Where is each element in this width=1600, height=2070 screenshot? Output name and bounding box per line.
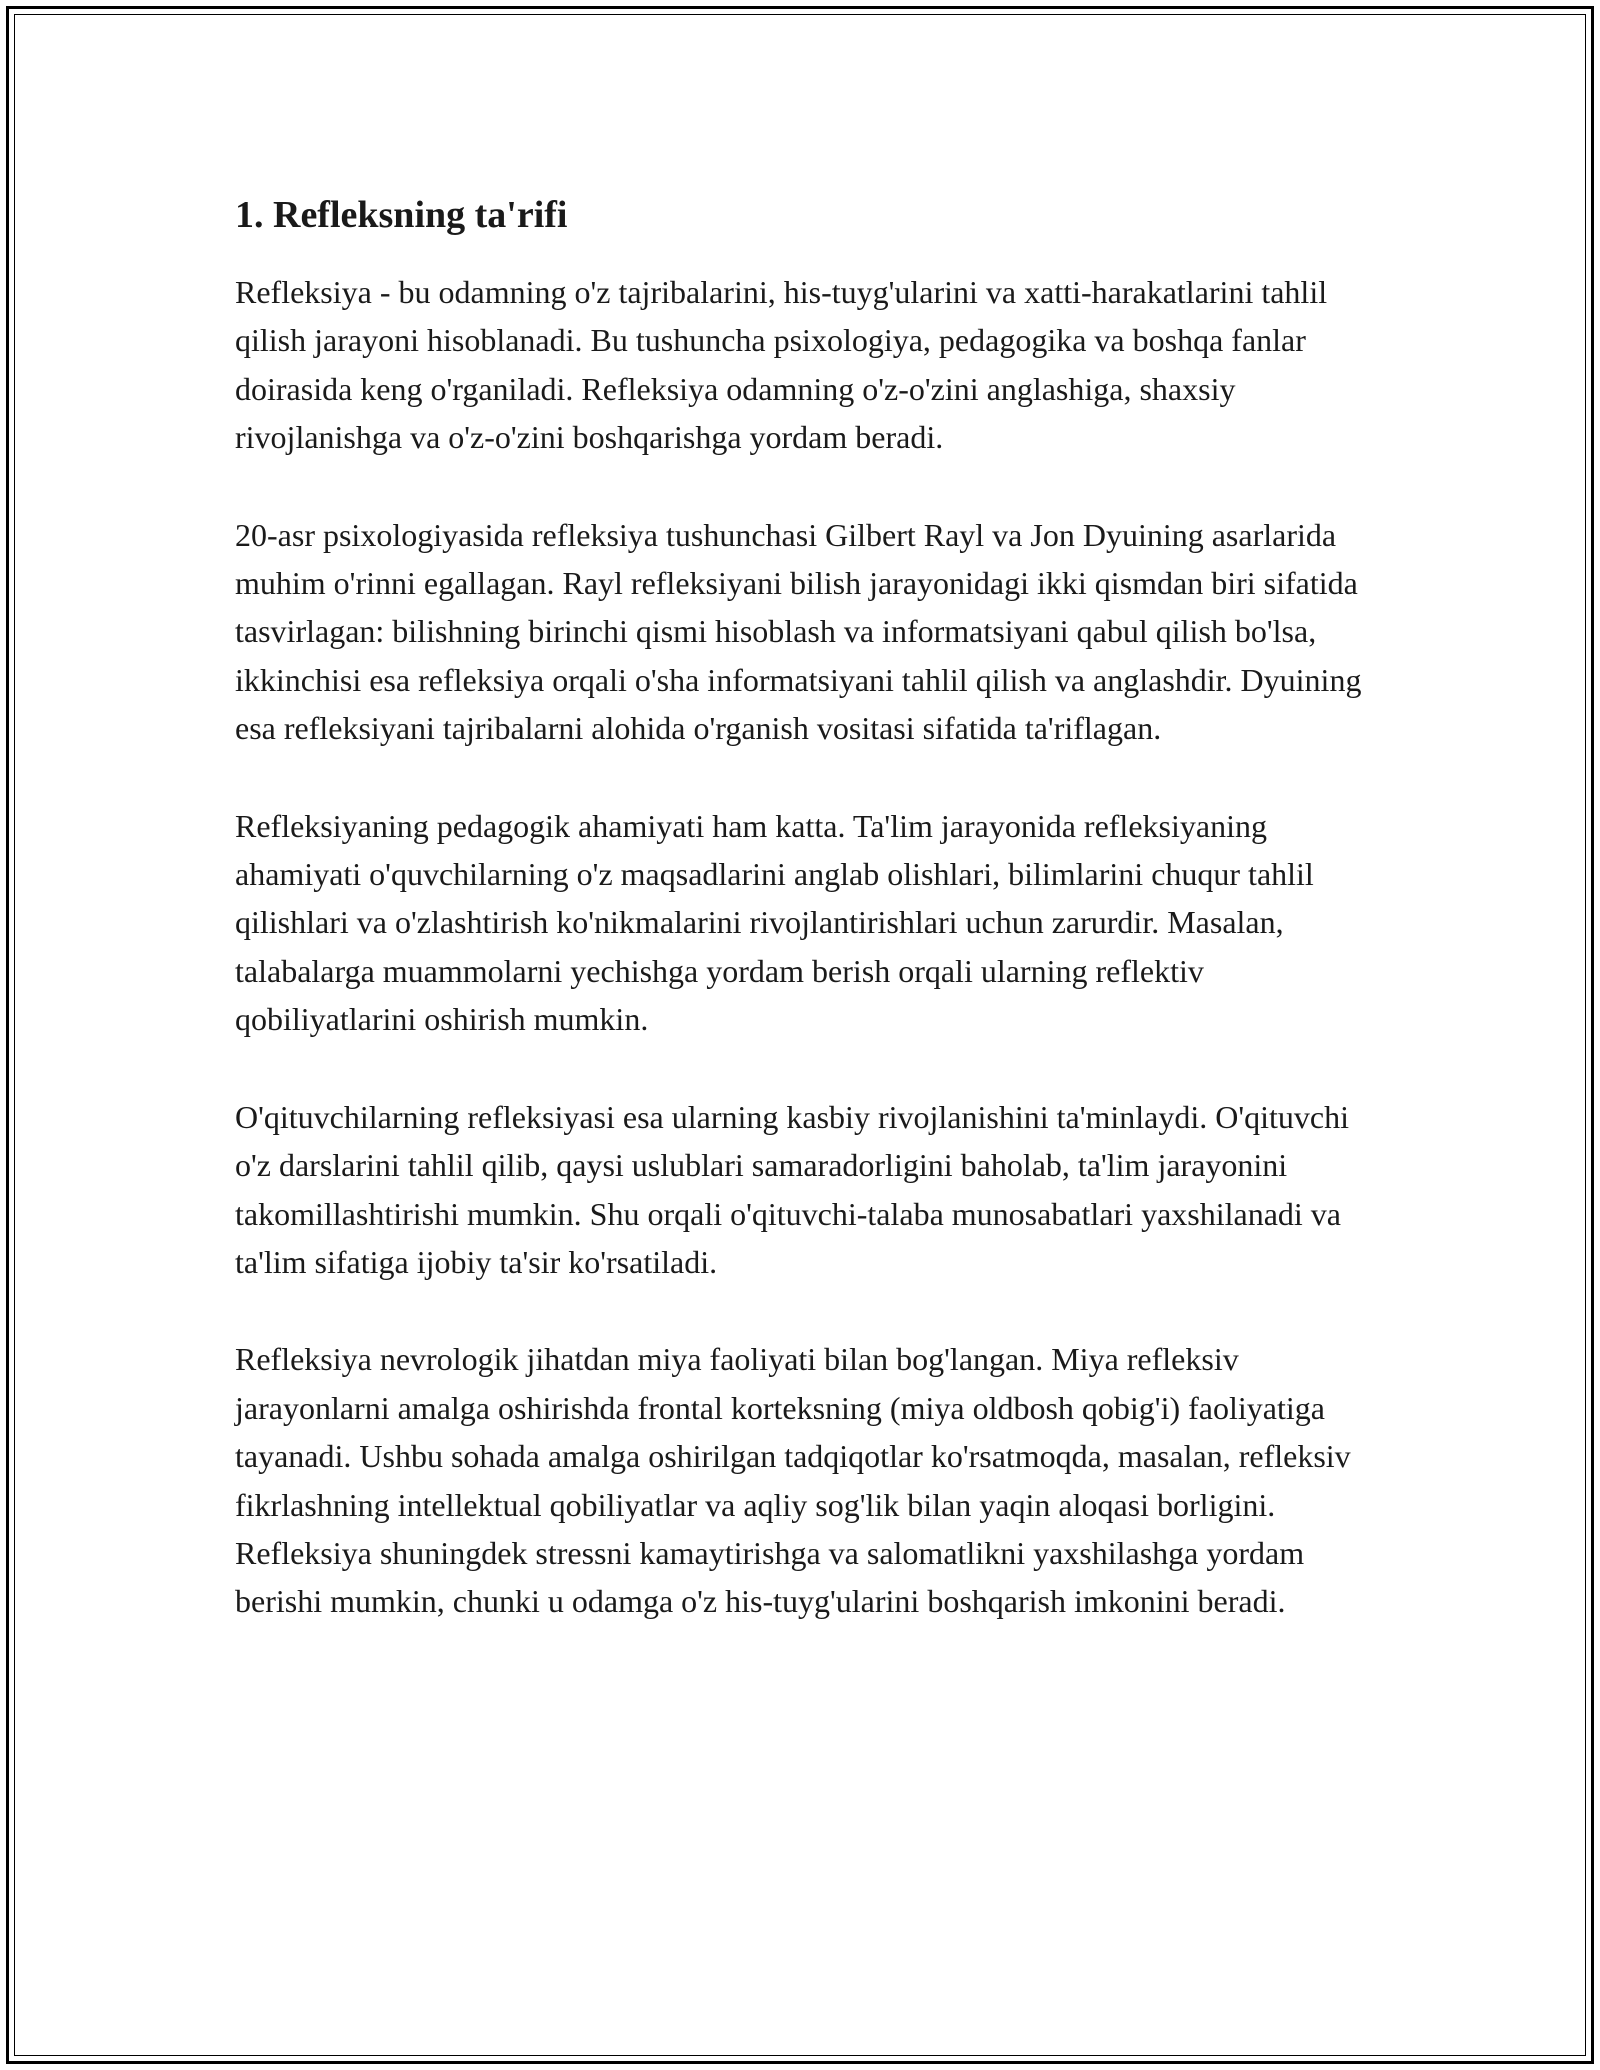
paragraph-neurology: Refleksiya nevrologik jihatdan miya faoliyati bilan bog'langan. Miya refleksiv jarayonlarni amalga oshirishda frontal korteksning (miya oldbosh qobig'i) faoliyatiga tayanadi. Ushbu sohada amalga oshirilgan tadqiqotlar ko'rsatmoqda, masalan, refleksiv fikrlashning intellektual qobiliyatlar va aqliy sog'lik bilan yaqin aloqasi borligini. Refleksiya shuningdek stressni kamaytirishga va salomatlikni yaxshilashga yordam berishi mumkin, chunki u odamga o'z his-tuyg'ularini boshqarish imkonini beradi. bbox=[235, 1341, 1351, 1620]
paragraph-history: 20-asr psixologiyasida refleksiya tushunchasi Gilbert Rayl va Jon Dyuining asarlarida muhim o'rinni egallagan. Rayl refleksiyani bilish jarayonidagi ikki qismdan biri sifatida tasvirlagan: bilishning birinchi qismi hisoblash va informatsiyani qabul qilish bo'lsa, ikkinchisi esa refleksiya orqali o'sha informatsiyani tahlil qilish va anglashdir. Dyuining esa refleksiyani tajribalarni alohida o'rganish vositasi sifatida ta'riflagan. bbox=[235, 516, 1362, 747]
paragraph-pedagogy: Refleksiyaning pedagogik ahamiyati ham katta. Ta'lim jarayonida refleksiyaning ahamiyati o'quvchilarning o'z maqsadlarini anglab olishlari, bilimlarini chuqur tahlil qilishlari va o'zlashtirish ko'nikmalarini rivojlantirishlari uchun zarurdir. Masalan, talabalarga muammolarni yechishga yordam berish orqali ularning reflektiv qobiliyatlarini oshirish mumkin. bbox=[235, 807, 1314, 1038]
paragraph-teachers: O'qituvchilarning refleksiyasi esa ularning kasbiy rivojlanishini ta'minlaydi. O'qituvchi o'z darslarini tahlil qilib, qaysi uslublari samaradorligini baholab, ta'lim jarayonini takomillashtirishi mumkin. Shu orqali o'qituvchi-talaba munosabatlari yaxshilanadi va ta'lim sifatiga ijobiy ta'sir ko'rsatiladi. bbox=[235, 1098, 1349, 1280]
document-body bbox=[235, 190, 1375, 1675]
paragraph-definition: Refleksiya - bu odamning o'z tajribalarini, his-tuyg'ularini va xatti-harakatlarini tahlil qilish jarayoni hisoblanadi. Bu tushuncha psixologiya, pedagogika va boshqa fanlar doirasida keng o'rganiladi. Refleksiya odamning o'z-o'zini anglashiga, shaxsiy rivojlanishga va o'z-o'zini boshqarishga yordam beradi. bbox=[235, 274, 1328, 456]
section-heading: 1. Refleksning ta'rifi bbox=[235, 194, 568, 236]
